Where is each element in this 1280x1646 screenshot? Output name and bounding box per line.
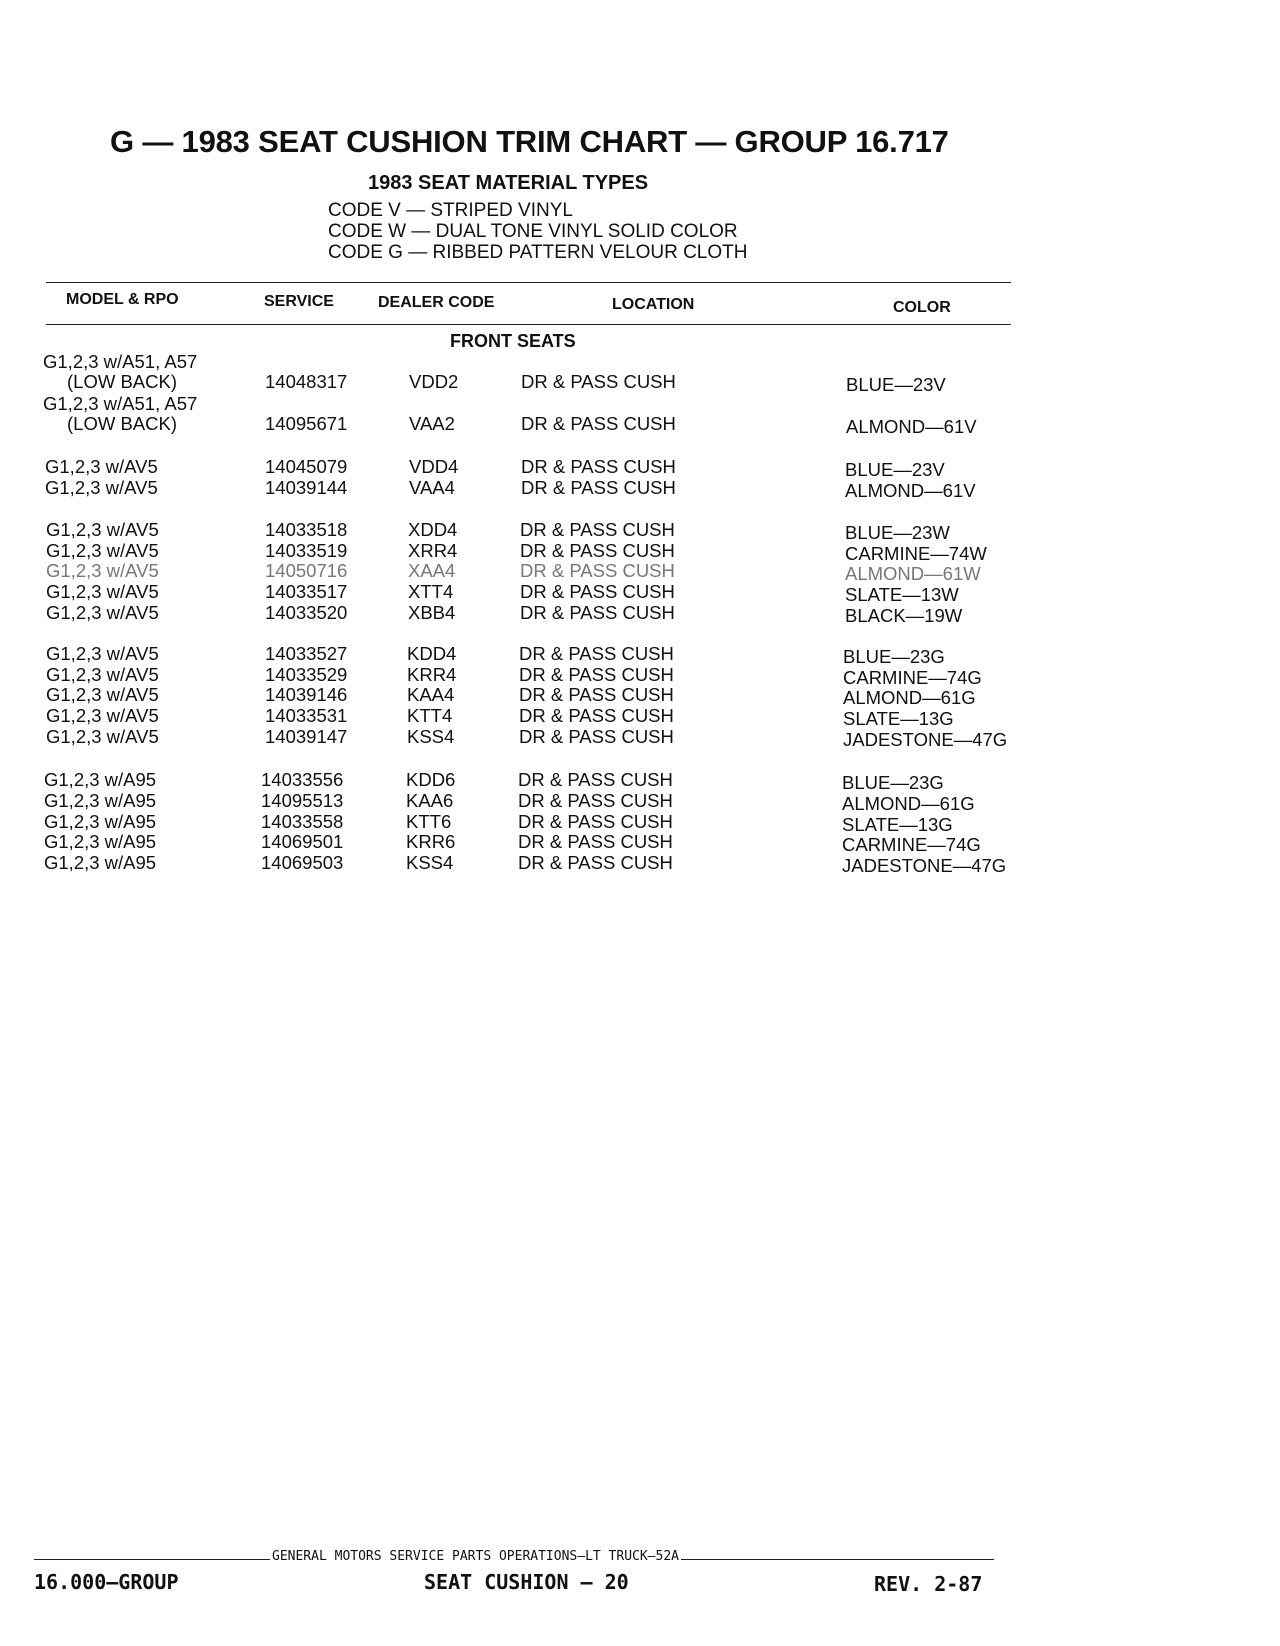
cell-service: 14039146 [265, 684, 348, 705]
footer-operations: GENERAL MOTORS SERVICE PARTS OPERATIONS—LT TRUCK—52A [272, 1549, 679, 1564]
cell-color: ALMOND—61G [842, 793, 975, 814]
cell-location: DR & PASS CUSH [521, 477, 676, 498]
cell-location: DR & PASS CUSH [520, 519, 675, 540]
cell-service: 14033518 [265, 519, 348, 540]
cell-color: ALMOND—61G [843, 687, 976, 708]
cell-location: DR & PASS CUSH [519, 664, 674, 685]
cell-service: 14095671 [265, 413, 348, 434]
cell-dealer-code: KRR6 [406, 831, 456, 852]
cell-color: SLATE—13G [842, 814, 953, 835]
cell-location: DR & PASS CUSH [518, 831, 673, 852]
cell-model-rpo: G1,2,3 w/A95 [44, 852, 157, 873]
cell-color: BLACK—19W [845, 605, 963, 626]
cell-service: 14033527 [265, 643, 348, 664]
cell-service: 14045079 [265, 456, 348, 477]
cell-color: BLUE—23V [846, 374, 946, 395]
cell-service: 14033556 [261, 769, 344, 790]
cell-model-rpo: G1,2,3 w/AV5 [46, 643, 159, 664]
cell-model-rpo: G1,2,3 w/AV5 [46, 581, 159, 602]
cell-model-rpo: G1,2,3 w/AV5 [46, 664, 159, 685]
cell-dealer-code: VAA2 [409, 413, 455, 434]
cell-location: DR & PASS CUSH [520, 560, 675, 581]
cell-model-rpo: G1,2,3 w/AV5 [46, 602, 159, 623]
cell-model-rpo: G1,2,3 w/A95 [44, 831, 157, 852]
footer-group: 16.000—GROUP [34, 1570, 179, 1594]
cell-dealer-code: KAA4 [407, 684, 455, 705]
cell-location: DR & PASS CUSH [518, 790, 673, 811]
cell-model-rpo: G1,2,3 w/AV5 [46, 519, 159, 540]
cell-color: BLUE—23G [843, 646, 945, 667]
cell-color: BLUE—23G [842, 772, 944, 793]
cell-model-rpo: G1,2,3 w/A95 [44, 811, 157, 832]
cell-location: DR & PASS CUSH [520, 540, 675, 561]
cell-model-rpo: G1,2,3 w/AV5 [46, 560, 159, 581]
cell-model-rpo: G1,2,3 w/A51, A57 [43, 393, 198, 414]
cell-dealer-code: KDD4 [407, 643, 457, 664]
cell-service: 14048317 [265, 371, 348, 392]
cell-color: CARMINE—74G [842, 834, 981, 855]
cell-dealer-code: KSS4 [406, 852, 454, 873]
cell-service: 14033520 [265, 602, 348, 623]
cell-service: 14033517 [265, 581, 348, 602]
cell-color: JADESTONE—47G [843, 729, 1008, 750]
footer-page: SEAT CUSHION — 20 [424, 1570, 629, 1594]
cell-location: DR & PASS CUSH [521, 413, 676, 434]
cell-location: DR & PASS CUSH [519, 684, 674, 705]
cell-location: DR & PASS CUSH [519, 726, 674, 747]
cell-dealer-code: KAA6 [406, 790, 454, 811]
material-code-g: CODE G — RIBBED PATTERN VELOUR CLOTH [328, 242, 748, 263]
cell-location: DR & PASS CUSH [520, 602, 675, 623]
cell-color: JADESTONE—47G [842, 855, 1007, 876]
cell-dealer-code: VDD4 [409, 456, 459, 477]
cell-service: 14033529 [265, 664, 348, 685]
header-bottom-rule [46, 324, 1011, 325]
cell-dealer-code: XTT4 [408, 581, 454, 602]
cell-model-rpo: G1,2,3 w/AV5 [46, 684, 159, 705]
page-title: G — 1983 SEAT CUSHION TRIM CHART — GROUP 16.717 [110, 124, 949, 159]
cell-color: SLATE—13G [843, 708, 954, 729]
cell-service: 14033558 [261, 811, 344, 832]
material-types-heading: 1983 SEAT MATERIAL TYPES [368, 172, 649, 194]
cell-dealer-code: VAA4 [409, 477, 455, 498]
cell-location: DR & PASS CUSH [518, 811, 673, 832]
cell-color: ALMOND—61V [845, 480, 976, 501]
section-front-seats: FRONT SEATS [450, 331, 576, 351]
header-model-rpo: MODEL & RPO [66, 291, 179, 308]
cell-color: ALMOND—61W [845, 563, 981, 584]
cell-color: BLUE—23V [845, 459, 945, 480]
cell-model-rpo: G1,2,3 w/AV5 [46, 705, 159, 726]
cell-location: DR & PASS CUSH [518, 769, 673, 790]
cell-service: 14050716 [265, 560, 348, 581]
cell-model-rpo: G1,2,3 w/A95 [44, 790, 157, 811]
cell-color: CARMINE—74W [845, 543, 987, 564]
cell-location: DR & PASS CUSH [519, 705, 674, 726]
cell-dealer-code: KDD6 [406, 769, 456, 790]
cell-service: 14039147 [265, 726, 348, 747]
cell-model-rpo: G1,2,3 w/AV5 [46, 540, 159, 561]
cell-dealer-code: XBB4 [408, 602, 456, 623]
cell-dealer-code: XDD4 [408, 519, 458, 540]
cell-model-rpo-note: (LOW BACK) [67, 413, 177, 434]
cell-location: DR & PASS CUSH [521, 371, 676, 392]
cell-color: BLUE—23W [845, 522, 950, 543]
cell-location: DR & PASS CUSH [519, 643, 674, 664]
cell-model-rpo: G1,2,3 w/AV5 [45, 456, 158, 477]
table-top-rule [46, 282, 1011, 283]
cell-dealer-code: XAA4 [408, 560, 456, 581]
cell-service: 14033519 [265, 540, 348, 561]
cell-location: DR & PASS CUSH [520, 581, 675, 602]
cell-dealer-code: XRR4 [408, 540, 458, 561]
header-service: SERVICE [264, 293, 334, 310]
header-color: COLOR [893, 299, 951, 316]
cell-dealer-code: VDD2 [409, 371, 459, 392]
material-code-w: CODE W — DUAL TONE VINYL SOLID COLOR [328, 221, 738, 242]
cell-model-rpo: G1,2,3 w/A95 [44, 769, 157, 790]
cell-model-rpo-note: (LOW BACK) [67, 371, 177, 392]
header-location: LOCATION [612, 296, 695, 313]
cell-service: 14069503 [261, 852, 344, 873]
cell-model-rpo: G1,2,3 w/AV5 [46, 726, 159, 747]
cell-location: DR & PASS CUSH [518, 852, 673, 873]
cell-color: SLATE—13W [845, 584, 959, 605]
cell-location: DR & PASS CUSH [521, 456, 676, 477]
cell-service: 14033531 [265, 705, 348, 726]
cell-dealer-code: KSS4 [407, 726, 455, 747]
cell-color: ALMOND—61V [846, 416, 977, 437]
cell-dealer-code: KTT4 [407, 705, 453, 726]
cell-model-rpo: G1,2,3 w/AV5 [45, 477, 158, 498]
cell-service: 14039144 [265, 477, 348, 498]
cell-model-rpo: G1,2,3 w/A51, A57 [43, 351, 198, 372]
cell-service: 14069501 [261, 831, 344, 852]
cell-service: 14095513 [261, 790, 344, 811]
cell-color: CARMINE—74G [843, 667, 982, 688]
footer-revision: REV. 2-87 [874, 1572, 983, 1596]
header-dealer-code: DEALER CODE [378, 294, 495, 311]
cell-dealer-code: KTT6 [406, 811, 452, 832]
cell-dealer-code: KRR4 [407, 664, 457, 685]
material-code-v: CODE V — STRIPED VINYL [328, 200, 573, 221]
